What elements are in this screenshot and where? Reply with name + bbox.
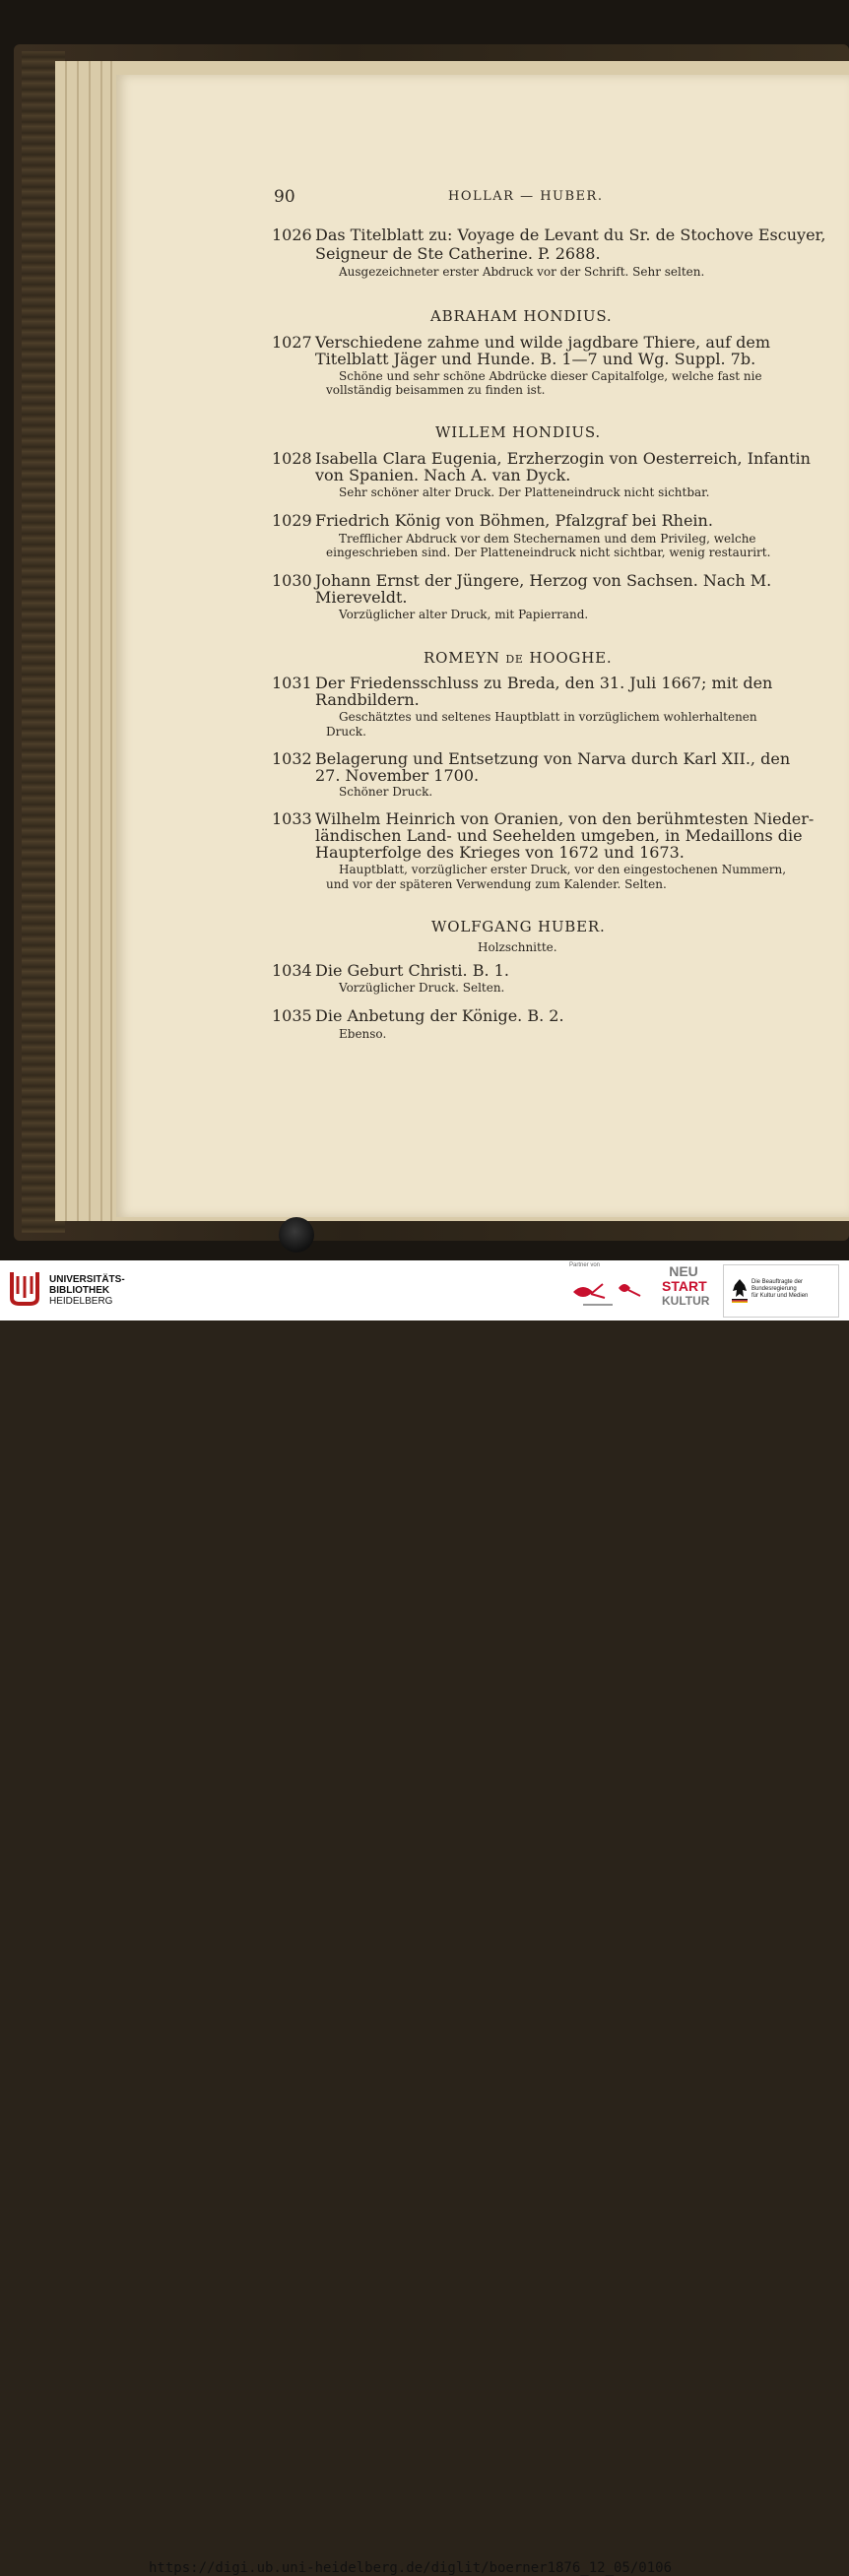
entry-text: Johann Ernst der Jüngere, Herzog von Sachsen. Nach M. <box>315 571 772 590</box>
entry-text: Das Titelblatt zu: Voyage de Levant du Sr. de Stochove Escuyer, <box>315 225 826 244</box>
federal-eagle-icon <box>732 1277 748 1303</box>
entry-number: 1033 <box>272 809 312 828</box>
entry-text: Wilhelm Heinrich von Oranien, von den berühmtesten Nieder- <box>315 809 815 828</box>
running-head: HOLLAR — HUBER. <box>448 189 604 204</box>
entry-text: Die Geburt Christi. B. 1. <box>315 961 509 980</box>
partner-label: Partner von <box>569 1262 601 1268</box>
section-heading: WILLEM HONDIUS. <box>435 423 601 441</box>
entry-note: Druck. <box>326 725 366 739</box>
entry-note: Schöner Druck. <box>339 785 433 799</box>
neustart-line: KULTUR <box>662 1294 710 1308</box>
entry-number: 1031 <box>272 674 312 692</box>
entry-text: Belagerung und Entsetzung von Narva durch Karl XII., den <box>315 749 791 768</box>
entry-text: ländischen Land- und Seehelden umgeben, in Medaillons die <box>315 826 803 845</box>
entry-note: und vor der späteren Verwendung zum Kalender. Selten. <box>326 877 667 891</box>
entry-text: Miereveldt. <box>315 588 408 607</box>
section-heading: WOLFGANG HUBER. <box>431 918 606 935</box>
entry-note: vollständig beisammen zu finden ist. <box>326 383 546 397</box>
neustart-kultur-logo[interactable] <box>662 1263 710 1316</box>
entry-text: Friedrich König von Böhmen, Pfalzgraf bei Rhein. <box>315 511 713 530</box>
entry-text: 27. November 1700. <box>315 766 480 785</box>
scan-background <box>0 0 849 1260</box>
entry-note: Trefflicher Abdruck vor dem Stechernamen und dem Privileg, welche <box>339 532 756 546</box>
page-content <box>0 0 849 1260</box>
neustart-line: START <box>662 1278 707 1294</box>
bkm-line: für Kultur und Medien <box>751 1293 809 1299</box>
section-heading: ABRAHAM HONDIUS. <box>430 307 613 325</box>
library-line: BIBLIOTHEK <box>49 1285 110 1296</box>
entry-text: von Spanien. Nach A. van Dyck. <box>315 466 571 484</box>
entry-number: 1028 <box>272 449 312 468</box>
bkm-line: Die Beauftragte der Bundesregierung <box>751 1279 804 1292</box>
entry-note: Vorzüglicher Druck. Selten. <box>339 981 505 995</box>
entry-number: 1035 <box>272 1006 312 1025</box>
entry-note: Schöne und sehr schöne Abdrücke dieser Capitalfolge, welche fast nie <box>339 369 762 383</box>
ddb-partner-logo-icon[interactable] <box>569 1274 648 1310</box>
entry-note: Ebenso. <box>339 1027 387 1041</box>
entry-note: Hauptblatt, vorzüglicher erster Druck, vor den eingestochenen Nummern, <box>339 863 787 876</box>
entry-number: 1029 <box>272 511 312 530</box>
page-number: 90 <box>274 187 295 207</box>
entry-text: Verschiedene zahme und wilde jagdbare Thiere, auf dem <box>315 333 771 352</box>
entry-text: Haupterfolge des Krieges von 1672 und 1673. <box>315 843 685 862</box>
bkm-text <box>751 1279 838 1300</box>
heading-part: ROMEYN <box>424 649 500 667</box>
entry-note: eingeschrieben sind. Der Platteneindruck nicht sichtbar, wenig restaurirt. <box>326 546 771 559</box>
section-subheading: Holzschnitte. <box>478 940 557 954</box>
library-line: UNIVERSITÄTS- <box>49 1274 125 1285</box>
entry-number: 1027 <box>272 333 312 352</box>
entry-text: Randbildern. <box>315 690 420 709</box>
entry-number: 1026 <box>272 225 312 244</box>
entry-text: Die Anbetung der Könige. B. 2. <box>315 1006 564 1025</box>
section-heading <box>424 649 612 667</box>
entry-text: Isabella Clara Eugenia, Erzherzogin von Oesterreich, Infantin <box>315 449 811 468</box>
entry-number: 1032 <box>272 749 312 768</box>
entry-note: Ausgezeichneter erster Abdruck vor der Schrift. Sehr selten. <box>339 265 705 279</box>
heading-part: HOOGHE. <box>529 649 613 667</box>
entry-text: Titelblatt Jäger und Hunde. B. 1—7 und Wg. Suppl. 7b. <box>315 350 756 368</box>
entry-number: 1030 <box>272 571 312 590</box>
entry-note: Vorzüglicher alter Druck, mit Papierrand. <box>339 608 589 621</box>
university-library-name[interactable] <box>49 1274 125 1307</box>
document-url-link[interactable]: https://digi.ub.uni-heidelberg.de/diglit/boerner1876_12_05/0106 <box>149 2560 673 2576</box>
neustart-line: NEU <box>669 1263 698 1279</box>
bkm-logo[interactable] <box>723 1264 839 1318</box>
entry-note: Geschätztes und seltenes Hauptblatt in vorzüglichem wohlerhaltenen <box>339 710 757 724</box>
library-line: HEIDELBERG <box>49 1296 113 1307</box>
entry-text: Seigneur de Ste Catherine. P. 2688. <box>315 244 601 263</box>
viewer-footer <box>0 1260 849 2576</box>
entry-text: Der Friedensschluss zu Breda, den 31. Juli 1667; mit den <box>315 674 773 692</box>
university-library-logo-icon[interactable] <box>8 1268 41 1306</box>
entry-note: Sehr schöner alter Druck. Der Platteneindruck nicht sichtbar. <box>339 485 710 499</box>
heading-part: DE <box>505 653 524 666</box>
entry-number: 1034 <box>272 961 312 980</box>
